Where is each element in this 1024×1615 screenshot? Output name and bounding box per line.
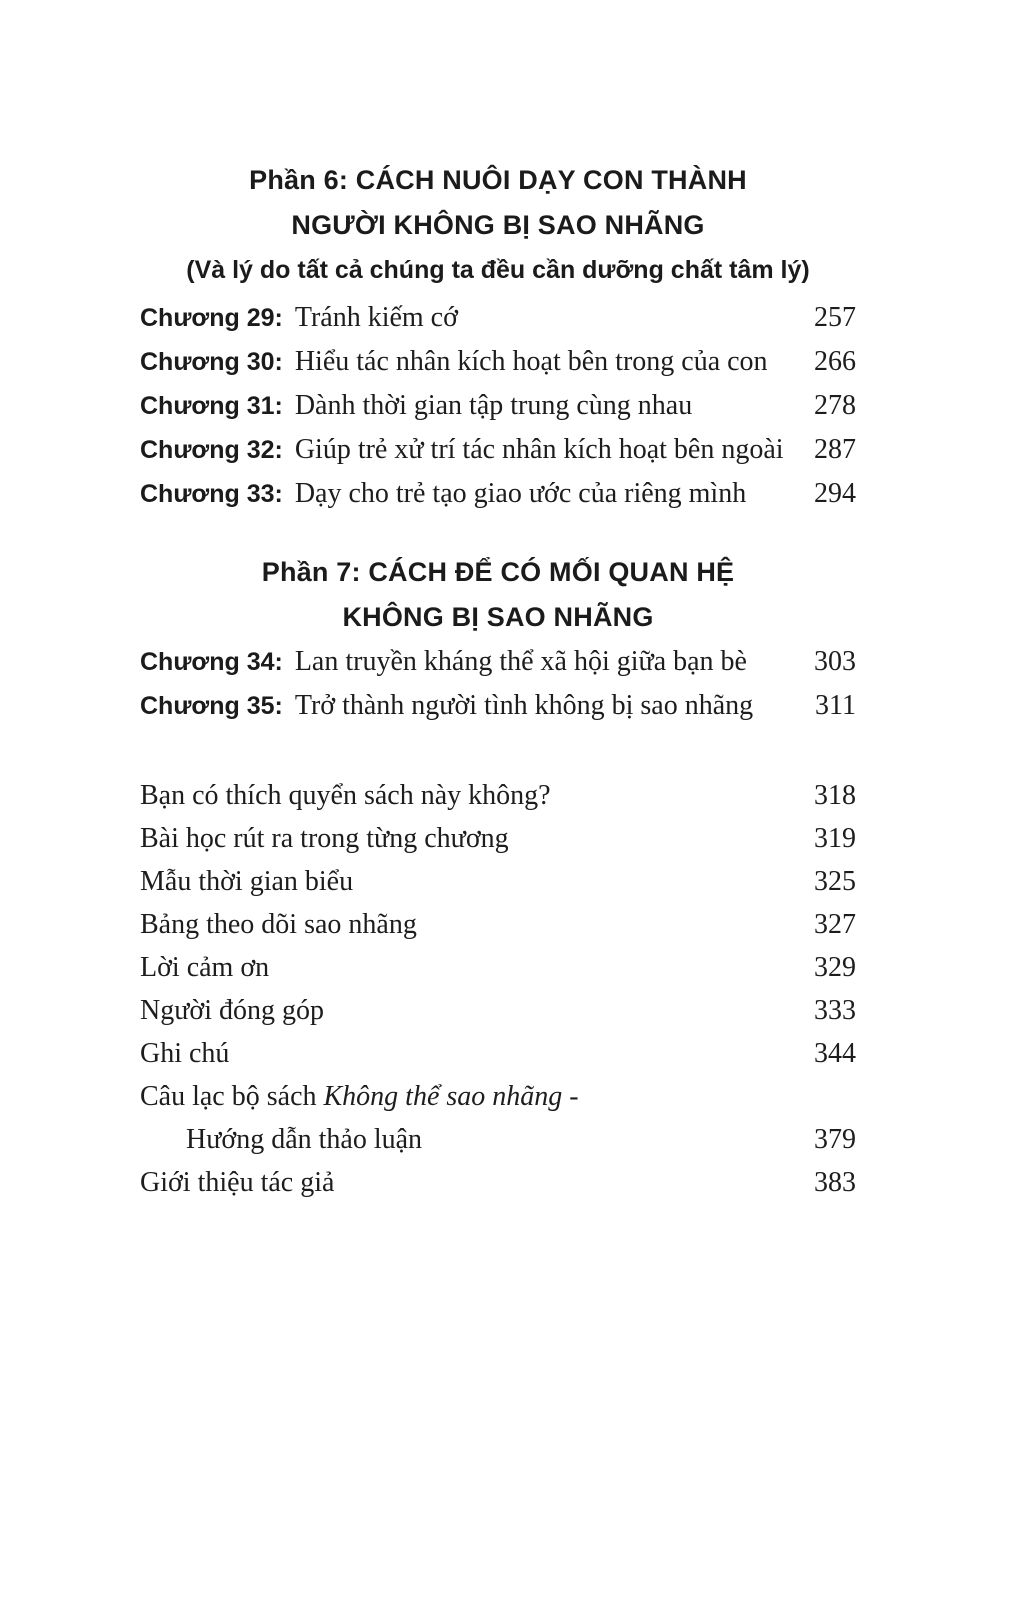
section-heading-line: NGƯỜI KHÔNG BỊ SAO NHÃNG <box>291 210 705 240</box>
page-number: 333 <box>814 995 856 1026</box>
chapter-title: Dạy cho trẻ tạo giao ước của riêng mình <box>294 478 747 509</box>
entry-title <box>140 903 788 946</box>
section-heading-line: KHÔNG BỊ SAO NHÃNG <box>342 602 654 632</box>
toc-entry <box>140 684 856 728</box>
back-matter-entry <box>140 774 856 817</box>
page-number: 303 <box>814 646 856 677</box>
entry-text: Giới thiệu tác giả <box>140 1167 335 1198</box>
entry-text: Hướng dẫn thảo luận <box>186 1124 423 1155</box>
entry-text: Mẫu thời gian biểu <box>140 866 354 897</box>
back-matter-list <box>140 774 856 1204</box>
entry-title <box>140 774 788 817</box>
entry-title <box>140 1075 788 1118</box>
section-heading-line: Phần 7: CÁCH ĐỂ CÓ MỐI QUAN HỆ <box>261 557 735 587</box>
page-number: 379 <box>814 1124 856 1155</box>
back-matter-entry <box>140 1161 856 1204</box>
section-heading <box>140 158 856 248</box>
chapter-title: Hiểu tác nhân kích hoạt bên trong của con <box>294 346 768 377</box>
chapter-title: Tránh kiếm cớ <box>294 302 458 333</box>
entry-title <box>140 946 788 989</box>
toc-entry <box>140 472 856 516</box>
back-matter-entry <box>140 903 856 946</box>
page-number: 311 <box>815 690 856 721</box>
entry-text: Ghi chú <box>140 1038 230 1069</box>
chapter-label: Chương 31: <box>140 392 283 420</box>
page-number: 318 <box>814 780 856 811</box>
page-number: 294 <box>814 478 856 509</box>
chapter-title: Giúp trẻ xử trí tác nhân kích hoạt bên ngoài <box>294 434 784 465</box>
entry-title <box>140 1032 788 1075</box>
chapter-title: Dành thời gian tập trung cùng nhau <box>294 390 693 421</box>
toc-content <box>140 158 856 1204</box>
page-number: 257 <box>814 302 856 333</box>
toc-section <box>140 158 856 516</box>
entry-title <box>140 1118 788 1161</box>
chapter-label: Chương 30: <box>140 348 283 376</box>
back-matter-entry <box>140 860 856 903</box>
page-number: 329 <box>814 952 856 983</box>
entry-text: Câu lạc bộ sách <box>140 1081 324 1112</box>
toc-entry <box>140 340 856 384</box>
chapter-label: Chương 33: <box>140 480 283 508</box>
chapter-title: Lan truyền kháng thể xã hội giữa bạn bè <box>294 646 747 677</box>
toc-section <box>140 550 856 728</box>
entry-title <box>140 860 788 903</box>
entry-text: Bạn có thích quyển sách này không? <box>140 780 551 811</box>
back-matter-entry <box>140 1118 856 1161</box>
back-matter-entry <box>140 1075 856 1118</box>
page-number: 266 <box>814 346 856 377</box>
toc-entry <box>140 428 856 472</box>
entry-text: Người đóng góp <box>140 995 324 1026</box>
page-number: 383 <box>814 1167 856 1198</box>
back-matter-entry <box>140 989 856 1032</box>
book-title-italic: Không thể sao nhãng <box>323 1081 563 1112</box>
section-heading-line: Phần 6: CÁCH NUÔI DẠY CON THÀNH <box>249 165 747 195</box>
toc-entry <box>140 296 856 340</box>
chapter-label: Chương 34: <box>140 648 283 676</box>
chapter-label: Chương 32: <box>140 436 283 464</box>
chapter-label: Chương 29: <box>140 304 283 332</box>
entry-text: Lời cảm ơn <box>140 952 270 983</box>
toc-entry <box>140 384 856 428</box>
entry-title <box>140 1161 788 1204</box>
entry-title <box>140 817 788 860</box>
entry-title <box>140 989 788 1032</box>
entry-text: Bài học rút ra trong từng chương <box>140 823 509 854</box>
entry-text: - <box>562 1081 579 1112</box>
page-number: 344 <box>814 1038 856 1069</box>
page-number: 287 <box>814 434 856 465</box>
back-matter-entry <box>140 817 856 860</box>
page-number: 327 <box>814 909 856 940</box>
entry-text: Bảng theo dõi sao nhãng <box>140 909 417 940</box>
page-number: 278 <box>814 390 856 421</box>
page-number: 325 <box>814 866 856 897</box>
section-subtitle: (Và lý do tất cả chúng ta đều cần dưỡng chất tâm lý) <box>186 256 810 284</box>
toc-entry <box>140 640 856 684</box>
page-number: 319 <box>814 823 856 854</box>
chapter-label: Chương 35: <box>140 692 283 720</box>
chapter-title: Trở thành người tình không bị sao nhãng <box>294 690 754 721</box>
back-matter-entry <box>140 946 856 989</box>
section-heading <box>140 550 856 640</box>
back-matter-entry <box>140 1032 856 1075</box>
